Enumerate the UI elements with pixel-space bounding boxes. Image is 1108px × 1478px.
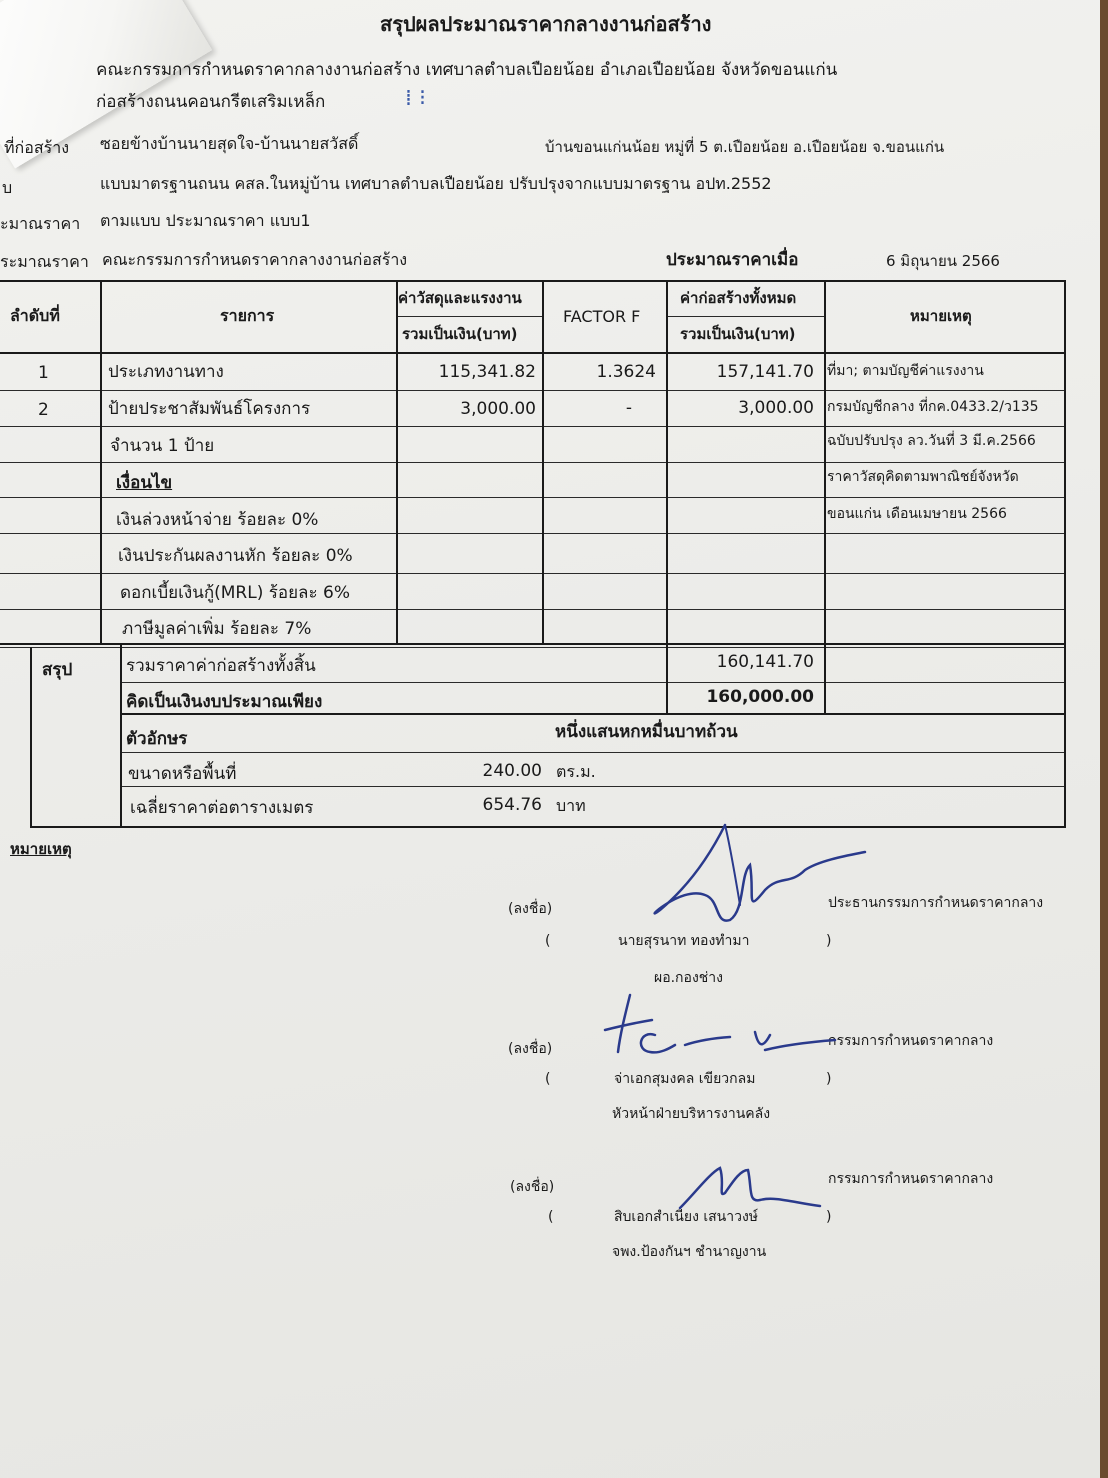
estimate-date-value: 6 มิถุนายน 2566 <box>886 252 1000 270</box>
budget-value: 160,000.00 <box>706 687 814 707</box>
budget-label: คิดเป็นเงินงบประมาณเพียง <box>126 692 323 712</box>
ink-mark: ⁞ ⁝ <box>405 86 426 111</box>
document-title: สรุปผลประมาณราคากลางงานก่อสร้าง <box>380 12 712 36</box>
row1-no: 1 <box>38 363 49 383</box>
header-factor: FACTOR F <box>563 307 641 326</box>
estimator-label: ระมาณราคา <box>0 252 89 271</box>
row2-total: 3,000.00 <box>738 398 814 418</box>
header-no: ลำดับที่ <box>10 306 60 325</box>
sign-label-1: (ลงชื่อ) <box>508 901 553 917</box>
header-remark: หมายเหตุ <box>910 307 972 325</box>
remarks-label: หมายเหตุ <box>10 840 72 858</box>
signer-role-1: ประธานกรรมการกำหนดราคากลาง <box>828 895 1044 911</box>
committee-line: คณะกรรมการกำหนดราคากลางงานก่อสร้าง เทศบาลตำบลเปือยน้อย อำเภอเปือยน้อย จังหวัดขอนแก่น <box>96 60 838 80</box>
grand-total-value: 160,141.70 <box>716 652 814 672</box>
header-total-top: ค่าก่อสร้างทั้งหมด <box>680 289 797 307</box>
handwritten-signature-2 <box>580 990 840 1070</box>
row1-remark: ที่มา; ตามบัญชีค่าแรงงาน <box>827 363 984 379</box>
row2-no: 2 <box>38 400 49 420</box>
row1-factor: 1.3624 <box>596 362 656 382</box>
header-total-bottom: รวมเป็นเงิน(บาท) <box>680 325 796 343</box>
close-paren-3: ) <box>826 1209 832 1225</box>
open-paren-3: ( <box>548 1209 554 1225</box>
project-line: ก่อสร้างถนนคอนกรีตเสริมเหล็ก <box>96 92 326 112</box>
location-village: บ้านขอนแก่นน้อย หมู่ที่ 5 ต.เปือยน้อย อ.เปือยน้อย จ.ขอนแก่น <box>545 138 945 156</box>
area-unit: ตร.ม. <box>556 762 596 781</box>
row5-item: เงินล่วงหน้าจ่าย ร้อยละ 0% <box>116 510 319 530</box>
row2-factor: - <box>625 398 633 418</box>
row1-material: 115,341.82 <box>438 362 536 382</box>
location-value: ซอยข้างบ้านนายสุดใจ-บ้านนายสวัสดิ์ <box>100 134 359 153</box>
row3-item: จำนวน 1 ป้าย <box>110 436 215 456</box>
row8-item: ภาษีมูลค่าเพิ่ม ร้อยละ 7% <box>122 619 312 639</box>
handwritten-signature-1 <box>630 815 880 935</box>
row7-item: ดอกเบี้ยเงินกู้(MRL) ร้อยละ 6% <box>120 583 350 603</box>
row2-remark: กรมบัญชีกลาง ที่กค.0433.2/ว135 <box>827 399 1039 415</box>
row4-remark: ราคาวัสดุคิดตามพาณิชย์จังหวัด <box>827 469 1019 485</box>
area-label: ขนาดหรือพื้นที่ <box>128 764 237 784</box>
row6-item: เงินประกันผลงานหัก ร้อยละ 0% <box>118 546 353 566</box>
signer-role-3: กรรมการกำหนดราคากลาง <box>828 1171 994 1187</box>
signer-name-2: จ่าเอกสุมงคล เขียวกลม <box>614 1071 756 1087</box>
letters-label: ตัวอักษร <box>126 729 188 749</box>
estimator-value: คณะกรรมการกำหนดราคากลางงานก่อสร้าง <box>102 250 408 269</box>
signer-position-2: หัวหน้าฝ่ายบริหารงานคลัง <box>612 1106 771 1122</box>
open-paren-2: ( <box>545 1071 551 1087</box>
row2-item: ป้ายประชาสัมพันธ์โครงการ <box>108 399 311 419</box>
close-paren-1: ) <box>826 933 832 949</box>
estimate-label: ะมาณราคา <box>0 214 81 233</box>
sign-label-2: (ลงชื่อ) <box>508 1041 553 1057</box>
signer-name-3: สิบเอกสำเนียง เสนาวงษ์ <box>614 1209 759 1225</box>
estimate-value: ตามแบบ ประมาณราคา แบบ1 <box>100 211 311 230</box>
signer-name-1: นายสุรนาท ทองทำมา <box>618 933 750 949</box>
estimate-date-label: ประมาณราคาเมื่อ <box>666 250 799 270</box>
avg-label: เฉลี่ยราคาต่อตารางเมตร <box>130 798 314 818</box>
close-paren-2: ) <box>826 1071 832 1087</box>
signer-position-1: ผอ.กองช่าง <box>654 970 723 986</box>
row3-remark: ฉบับปรับปรุง ลว.วันที่ 3 มี.ค.2566 <box>827 433 1036 449</box>
design-value: แบบมาตรฐานถนน คสล.ในหมู่บ้าน เทศบาลตำบลเปือยน้อย ปรับปรุงจากแบบมาตรฐาน อปท.2552 <box>100 174 772 193</box>
row2-material: 3,000.00 <box>460 399 536 419</box>
signer-position-3: จพง.ป้องกันฯ ชำนาญงาน <box>612 1244 767 1260</box>
row4-item: เงื่อนไข <box>116 473 173 493</box>
design-label: บ <box>2 178 13 197</box>
row5-remark: ขอนแก่น เดือนเมษายน 2566 <box>827 506 1007 522</box>
area-value: 240.00 <box>482 761 542 781</box>
letters-value: หนึ่งแสนหกหมื่นบาทถ้วน <box>555 722 738 742</box>
sign-label-3: (ลงชื่อ) <box>510 1179 555 1195</box>
header-material-bottom: รวมเป็นเงิน(บาท) <box>402 325 518 343</box>
signer-role-2: กรรมการกำหนดราคากลาง <box>828 1033 994 1049</box>
grand-total-label: รวมราคาค่าก่อสร้างทั้งสิ้น <box>126 656 316 676</box>
summary-label: สรุป <box>42 660 73 680</box>
handwritten-signature-3 <box>670 1158 830 1228</box>
location-label: ที่ก่อสร้าง <box>4 138 69 157</box>
header-material-top: ค่าวัสดุและแรงงาน <box>398 289 522 307</box>
avg-value: 654.76 <box>482 795 542 815</box>
avg-unit: บาท <box>556 796 586 815</box>
row1-total: 157,141.70 <box>716 362 814 382</box>
row1-item: ประเภทงานทาง <box>108 362 224 382</box>
header-item: รายการ <box>220 306 275 325</box>
open-paren-1: ( <box>545 933 551 949</box>
